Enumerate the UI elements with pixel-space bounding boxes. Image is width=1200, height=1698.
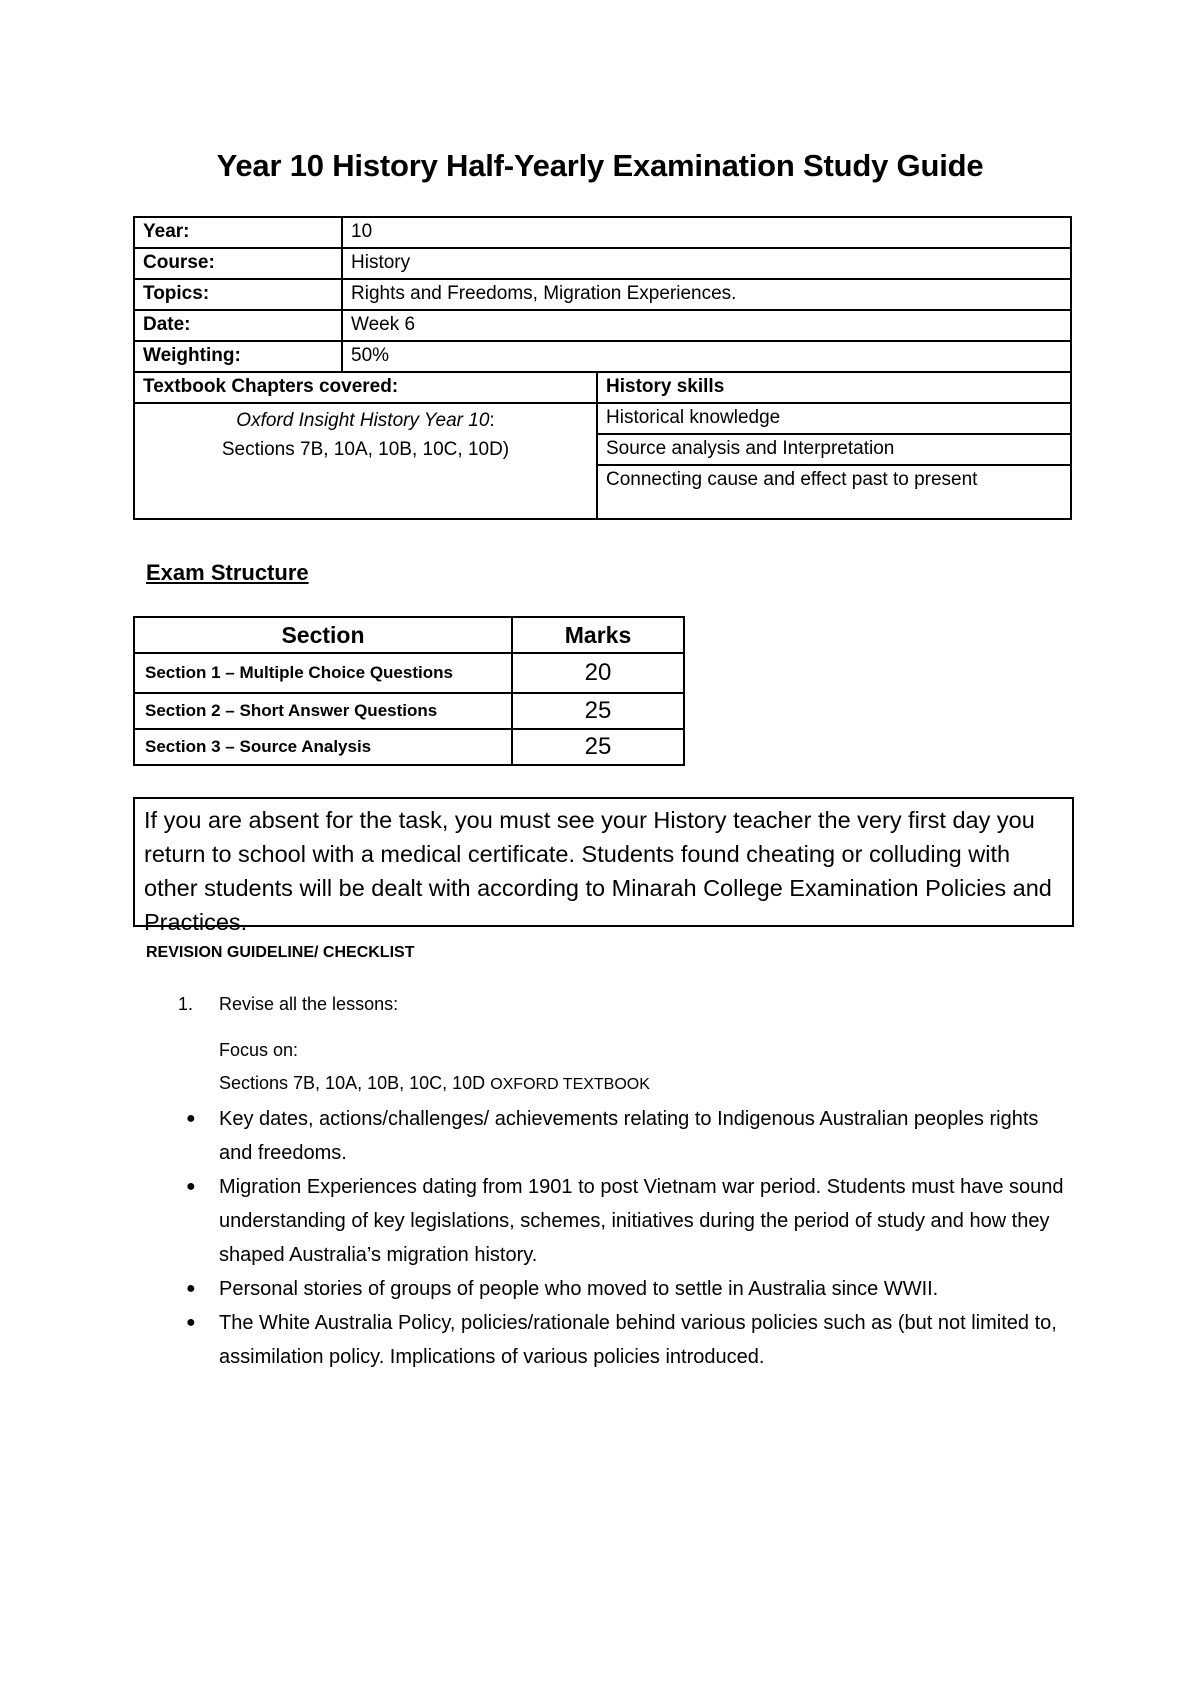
absence-notice-box: If you are absent for the task, you must see your History teacher the very first day you return to school with a medical certificate. Students found cheating or colluding with other students will be dealt with according to Minarah College Examination Policies and Practices. <box>133 797 1074 927</box>
focus-sections <box>219 1073 650 1094</box>
exam-header-row <box>134 617 684 653</box>
chapters-cell <box>134 403 597 519</box>
textbook-name: Oxford Insight History Year 10 <box>236 410 490 431</box>
bullet-text: Migration Experiences dating from 1901 to post Vietnam war period. Students must have sound understanding of key legislations, schemes, initiatives during the period of study and how they shaped Australia’s migration history. <box>219 1176 1064 1266</box>
revision-item-1 <box>178 994 398 1015</box>
bullet-icon: ● <box>186 1178 196 1195</box>
marks-column-header: Marks <box>512 617 684 653</box>
info-row-topics <box>134 279 1071 310</box>
skill-item: Historical knowledge <box>597 403 1071 434</box>
list-item <box>184 1170 1064 1272</box>
list-item <box>184 1272 1064 1306</box>
exam-section: Section 1 – Multiple Choice Questions <box>134 653 512 693</box>
chapters-header: Textbook Chapters covered: <box>134 372 597 403</box>
bullet-icon: ● <box>186 1314 196 1331</box>
info-value: 10 <box>342 217 1071 248</box>
info-row-course <box>134 248 1071 279</box>
info-label: Course: <box>134 248 342 279</box>
info-label: Year: <box>134 217 342 248</box>
focus-label: Focus on: <box>219 1040 299 1060</box>
exam-structure-heading: Exam Structure <box>146 560 309 585</box>
oxford-textbook-label: OXFORD TEXTBOOK <box>490 1076 650 1093</box>
skill-item: Source analysis and Interpretation <box>597 434 1071 465</box>
skills-row-1 <box>134 403 1071 434</box>
exam-structure-table <box>133 616 685 766</box>
list-number: 1. <box>178 994 194 1014</box>
bullet-text: Key dates, actions/challenges/ achievements relating to Indigenous Australian peoples rights and freedoms. <box>219 1108 1039 1164</box>
info-value: Rights and Freedoms, Migration Experiences. <box>342 279 1071 310</box>
skill-item: Connecting cause and effect past to present <box>597 465 1071 519</box>
textbook-sections: Sections 7B, 10A, 10B, 10C, 10D) <box>221 439 510 460</box>
document-title: Year 10 History Half-Yearly Examination Study Guide <box>216 148 984 183</box>
info-label: Date: <box>134 310 342 341</box>
exam-section: Section 3 – Source Analysis <box>134 729 512 765</box>
exam-row <box>134 653 684 693</box>
course-info-table <box>133 216 1072 520</box>
list-item <box>184 1306 1064 1374</box>
section-column-header: Section <box>134 617 512 653</box>
info-value: 50% <box>342 341 1071 372</box>
bullet-icon: ● <box>186 1110 196 1127</box>
exam-marks: 25 <box>512 729 684 765</box>
info-row-date <box>134 310 1071 341</box>
exam-row <box>134 729 684 765</box>
chapters-skills-header-row <box>134 372 1071 403</box>
revision-bullet-list <box>184 1102 1064 1374</box>
list-item-text: Revise all the lessons: <box>219 994 399 1014</box>
info-row-weighting <box>134 341 1071 372</box>
list-item <box>184 1102 1064 1170</box>
sections-text: Sections 7B, 10A, 10B, 10C, 10D <box>219 1073 486 1093</box>
exam-marks: 20 <box>512 653 684 693</box>
info-label: Weighting: <box>134 341 342 372</box>
info-value: Week 6 <box>342 310 1071 341</box>
info-label: Topics: <box>134 279 342 310</box>
exam-row <box>134 693 684 729</box>
exam-section: Section 2 – Short Answer Questions <box>134 693 512 729</box>
exam-marks: 25 <box>512 693 684 729</box>
revision-heading: REVISION GUIDELINE/ CHECKLIST <box>146 944 415 961</box>
info-value: History <box>342 248 1071 279</box>
skills-header: History skills <box>597 372 1071 403</box>
textbook-colon: : <box>489 410 495 431</box>
bullet-text: Personal stories of groups of people who moved to settle in Australia since WWII. <box>219 1278 939 1300</box>
bullet-text: The White Australia Policy, policies/rationale behind various policies such as (but not limited to, assimilation policy. Implications of various policies introduced. <box>219 1312 1057 1368</box>
info-row-year <box>134 217 1071 248</box>
bullet-icon: ● <box>186 1280 196 1297</box>
